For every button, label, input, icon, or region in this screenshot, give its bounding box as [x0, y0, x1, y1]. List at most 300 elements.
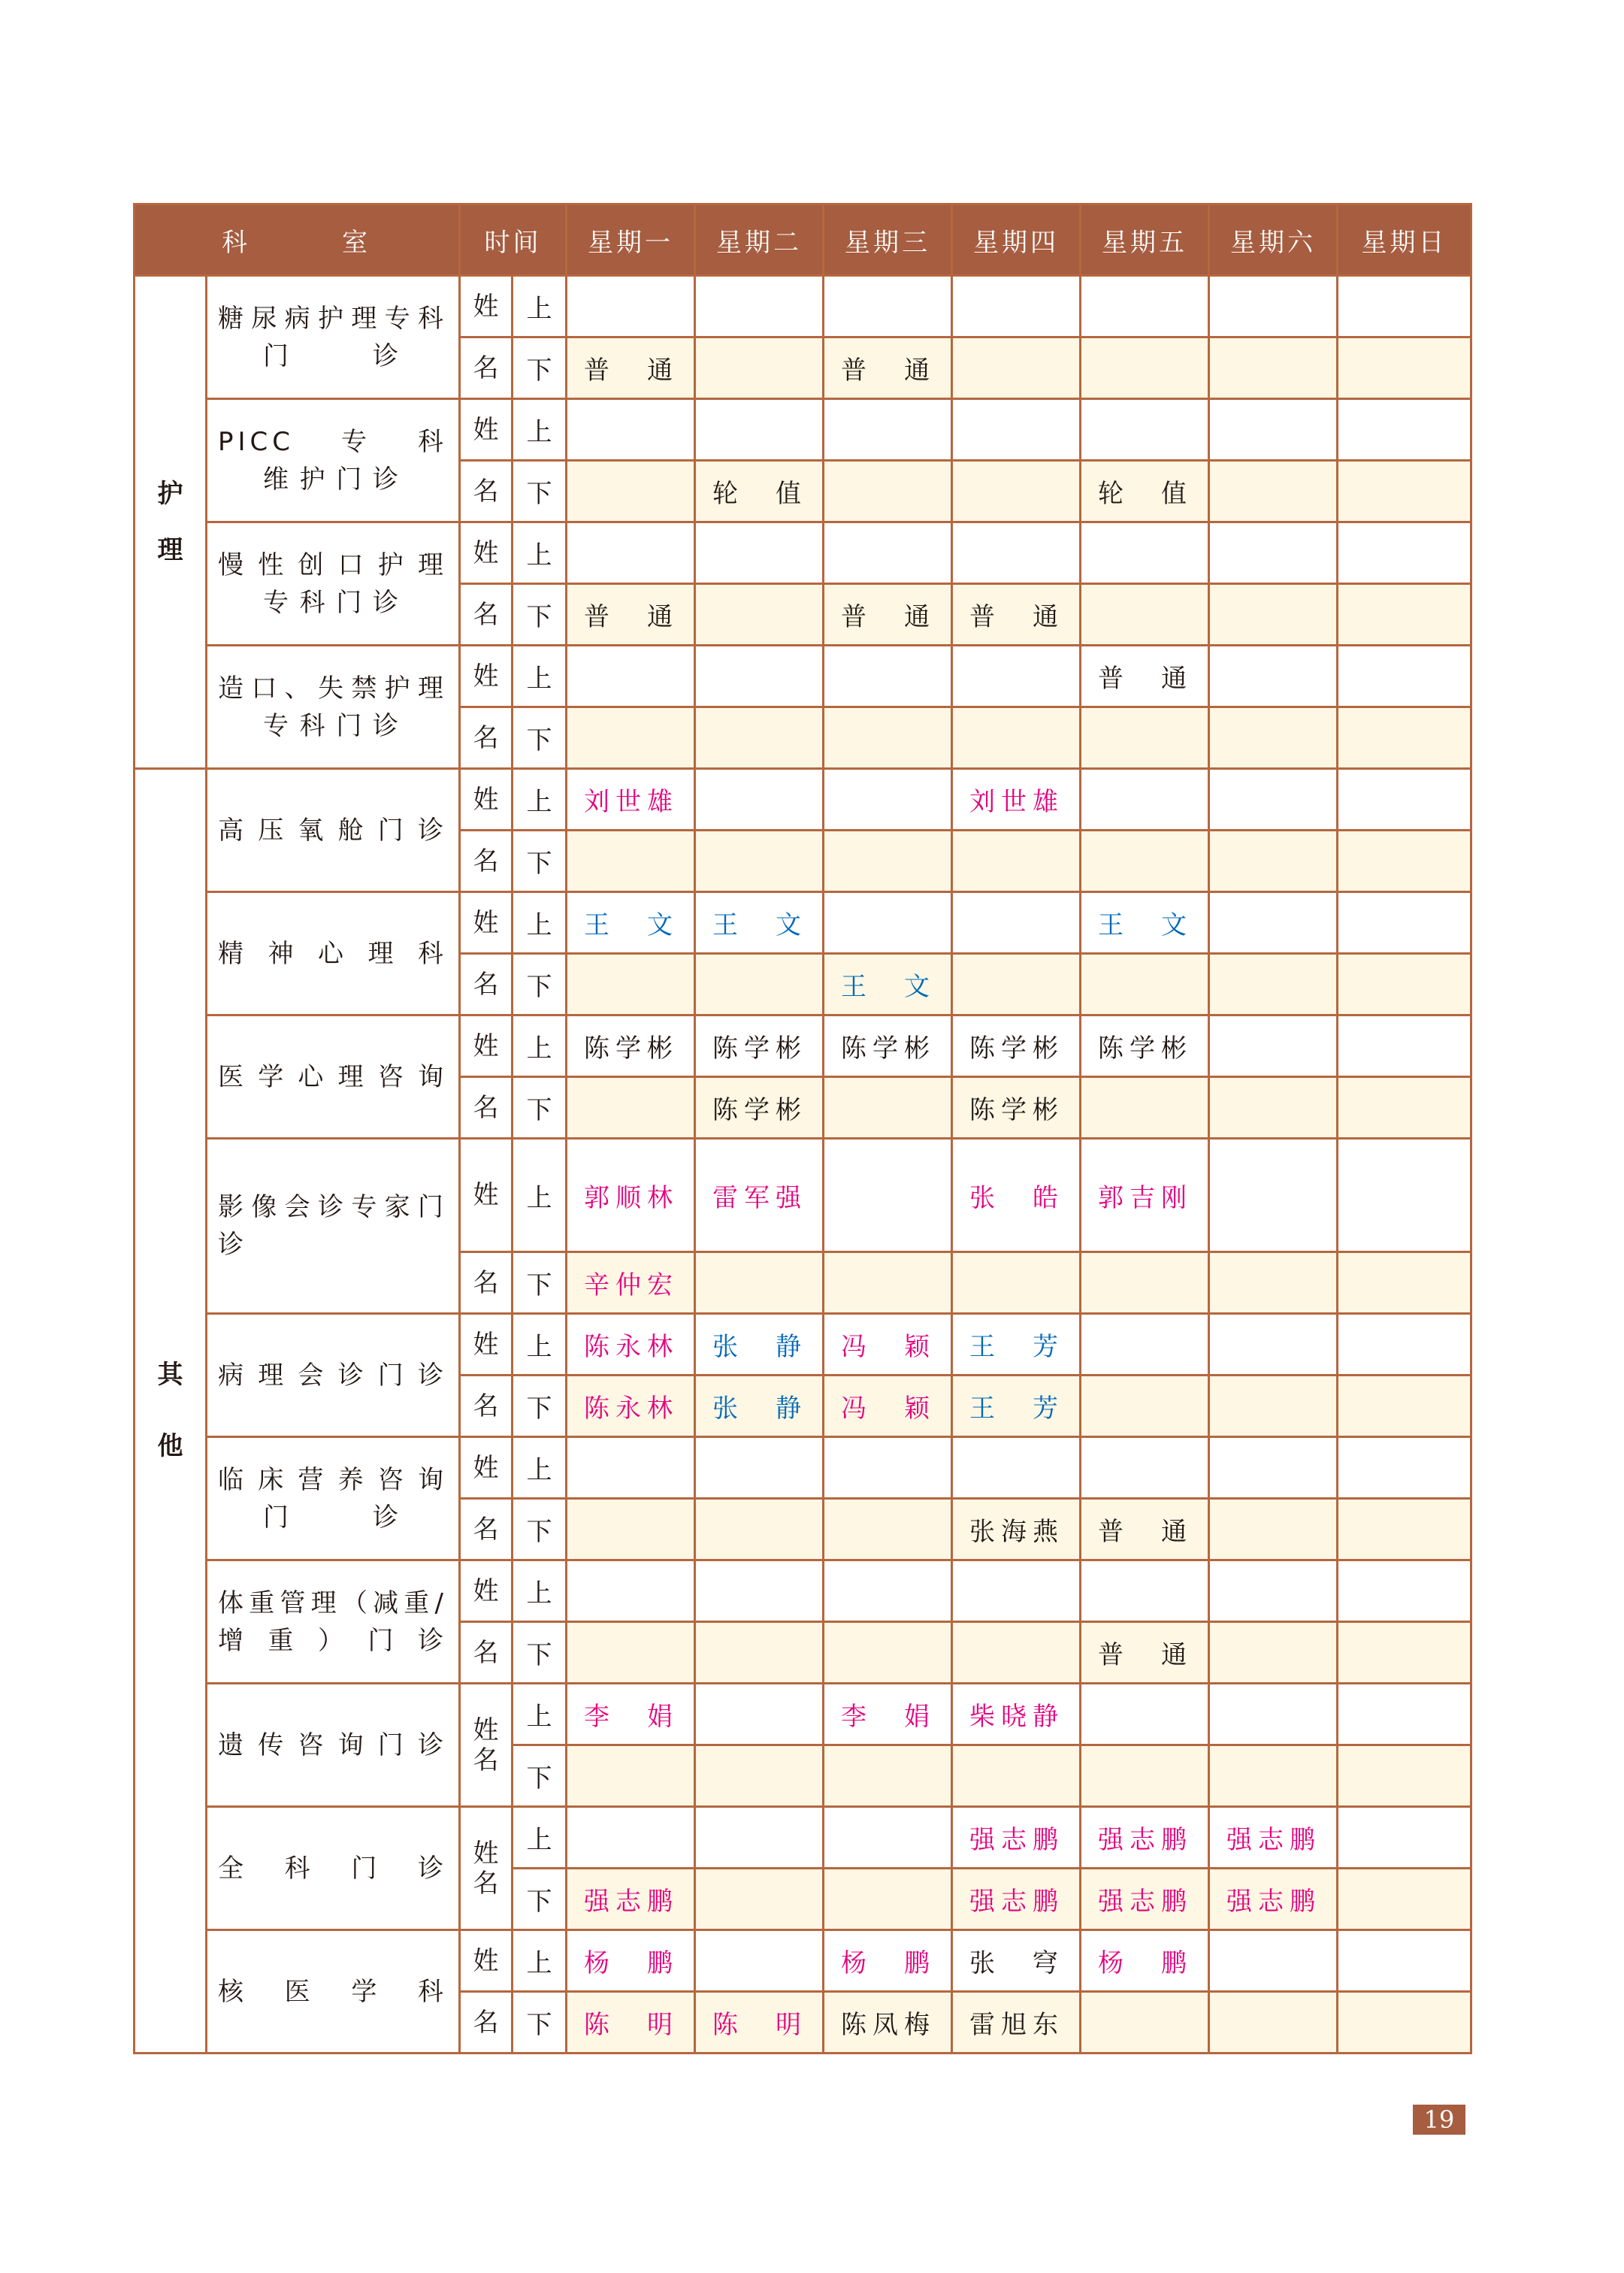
- am-slot: [1338, 1684, 1471, 1745]
- pm-label: 下: [513, 1499, 567, 1560]
- doctor-name: 普通: [1098, 1517, 1191, 1547]
- am-slot: [824, 892, 952, 954]
- am-slot: [695, 646, 824, 707]
- name-label-top: 姓: [460, 1139, 513, 1252]
- pm-slot: [824, 831, 952, 892]
- am-slot: [695, 1314, 824, 1376]
- pm-slot: [1209, 1499, 1338, 1560]
- pm-slot: [1081, 1252, 1209, 1314]
- header-day-sat: 星期六: [1209, 204, 1338, 276]
- doctor-name: 强志鹏: [1226, 1825, 1320, 1855]
- name-label-bottom: 名: [460, 461, 513, 522]
- name-label-top: 姓: [460, 1560, 513, 1622]
- am-slot: [1081, 1560, 1209, 1622]
- doctor-name: 陈凤梅: [841, 2010, 934, 2040]
- am-row: [135, 1930, 1471, 1992]
- am-slot: [952, 1560, 1081, 1622]
- department-name-line: 维护门诊: [263, 464, 403, 495]
- pm-slot: [1081, 461, 1209, 522]
- am-slot: [1081, 769, 1209, 831]
- doctor-name: 强志鹏: [584, 1887, 677, 1917]
- name-label: [460, 1807, 513, 1930]
- doctor-name: 普通: [841, 602, 934, 632]
- pm-slot: [1081, 337, 1209, 399]
- doctor-name: 普通: [584, 602, 677, 632]
- am-slot: [1338, 769, 1471, 831]
- am-slot: [952, 522, 1081, 584]
- clinic-schedule-table: [133, 203, 1472, 2054]
- am-slot: [952, 399, 1081, 461]
- am-slot: [1209, 276, 1338, 337]
- am-slot: [1338, 1807, 1471, 1869]
- doctor-name: 杨鹏: [1098, 1948, 1191, 1978]
- pm-slot: [1338, 1745, 1471, 1807]
- am-slot: [952, 276, 1081, 337]
- doctor-name: 李娟: [584, 1702, 677, 1732]
- group-label: [135, 276, 207, 769]
- department-name-line: 慢性创口护理: [218, 549, 448, 580]
- name-label-bottom: 名: [460, 1252, 513, 1314]
- doctor-name: 普通: [1098, 664, 1191, 694]
- am-label: 上: [513, 1560, 567, 1622]
- doctor-name: 刘世雄: [584, 787, 677, 817]
- pm-slot: [1209, 1077, 1338, 1139]
- am-slot: [567, 892, 695, 954]
- pm-slot: [695, 1992, 824, 2054]
- doctor-name: 郭吉刚: [1098, 1182, 1191, 1213]
- pm-slot: [952, 1376, 1081, 1437]
- doctor-name: 柴晓静: [969, 1702, 1063, 1732]
- name-label-top: 姓: [460, 1930, 513, 1992]
- header-day-wed: 星期三: [824, 204, 952, 276]
- header-time: 时间: [460, 204, 567, 276]
- department-name: [207, 769, 460, 892]
- department-name: [207, 1314, 460, 1437]
- am-slot: [1081, 1314, 1209, 1376]
- am-row: [135, 1437, 1471, 1499]
- department-name-line: 门 诊: [263, 340, 403, 371]
- department-name: [207, 1807, 460, 1930]
- pm-slot: [567, 1499, 695, 1560]
- doctor-name: 陈学彬: [969, 1095, 1063, 1125]
- pm-slot: [1338, 1499, 1471, 1560]
- pm-label: 下: [513, 1622, 567, 1684]
- am-label: 上: [513, 1807, 567, 1869]
- department-name-line: 造口、失禁护理: [218, 673, 448, 704]
- pm-slot: [567, 1077, 695, 1139]
- am-slot: [567, 1015, 695, 1077]
- pm-label: 下: [513, 831, 567, 892]
- header-day-mon: 星期一: [567, 204, 695, 276]
- am-slot: [1081, 399, 1209, 461]
- pm-slot: [952, 707, 1081, 769]
- pm-slot: [1209, 337, 1338, 399]
- pm-slot: [824, 584, 952, 646]
- am-slot: [695, 769, 824, 831]
- pm-label: 下: [513, 1252, 567, 1314]
- name-label-top: 姓: [460, 1437, 513, 1499]
- doctor-name: 王文: [1098, 910, 1191, 940]
- department-name: [207, 1015, 460, 1139]
- pm-slot: [567, 1376, 695, 1437]
- am-slot: [695, 522, 824, 584]
- schedule-body: [135, 276, 1471, 2054]
- department-name: [207, 399, 460, 522]
- name-label-top: 姓: [460, 399, 513, 461]
- am-slot: [824, 522, 952, 584]
- am-slot: [952, 1684, 1081, 1745]
- pm-label: 下: [513, 954, 567, 1015]
- department-name: [207, 1684, 460, 1807]
- am-slot: [1338, 892, 1471, 954]
- am-slot: [1209, 1807, 1338, 1869]
- doctor-name: 张海燕: [969, 1517, 1063, 1547]
- pm-slot: [1209, 1745, 1338, 1807]
- am-slot: [1081, 1807, 1209, 1869]
- am-label: 上: [513, 399, 567, 461]
- pm-slot: [952, 831, 1081, 892]
- am-slot: [1338, 522, 1471, 584]
- pm-label: 下: [513, 1745, 567, 1807]
- pm-label: 下: [513, 461, 567, 522]
- doctor-name: 普通: [584, 356, 677, 386]
- doctor-name: 强志鹏: [969, 1887, 1063, 1917]
- pm-slot: [1081, 1376, 1209, 1437]
- am-slot: [1338, 1015, 1471, 1077]
- pm-slot: [1209, 584, 1338, 646]
- pm-slot: [1209, 1622, 1338, 1684]
- am-slot: [567, 276, 695, 337]
- doctor-name: 轮值: [1098, 479, 1191, 509]
- pm-slot: [1338, 1376, 1471, 1437]
- doctor-name: 王芳: [969, 1394, 1063, 1424]
- name-label-top: 姓: [460, 1015, 513, 1077]
- am-slot: [824, 1807, 952, 1869]
- pm-slot: [695, 1622, 824, 1684]
- am-row: [135, 1807, 1471, 1869]
- name-label-bottom: 名: [460, 1622, 513, 1684]
- am-label: 上: [513, 892, 567, 954]
- pm-slot: [1338, 584, 1471, 646]
- doctor-name: 陈明: [584, 2010, 677, 2040]
- pm-slot: [567, 1869, 695, 1930]
- am-slot: [695, 1139, 824, 1252]
- page-number: 19: [1413, 2105, 1465, 2135]
- pm-slot: [695, 707, 824, 769]
- am-slot: [1338, 276, 1471, 337]
- am-slot: [1209, 1139, 1338, 1252]
- doctor-name: 轮值: [712, 479, 806, 509]
- pm-slot: [1081, 1869, 1209, 1930]
- am-label: 上: [513, 522, 567, 584]
- pm-label: 下: [513, 707, 567, 769]
- doctor-name: 冯颖: [841, 1332, 934, 1362]
- department-name-line: 专科门诊: [263, 587, 403, 618]
- am-slot: [1081, 1930, 1209, 1992]
- doctor-name: 李娟: [841, 1702, 934, 1732]
- doctor-name: 强志鹏: [1226, 1887, 1320, 1917]
- doctor-name: 刘世雄: [969, 787, 1063, 817]
- department-name: [207, 1930, 460, 2054]
- doctor-name: 冯颖: [841, 1394, 934, 1424]
- am-slot: [952, 1807, 1081, 1869]
- department-name-line: 核医学科: [218, 1976, 448, 2007]
- name-label-bottom: 名: [460, 1376, 513, 1437]
- group-label-char: 其: [157, 1359, 183, 1390]
- am-row: [135, 399, 1471, 461]
- name-label-bottom: 名: [460, 1992, 513, 2054]
- doctor-name: 王文: [841, 972, 934, 1002]
- pm-slot: [824, 1499, 952, 1560]
- doctor-name: 强志鹏: [969, 1825, 1063, 1855]
- am-slot: [567, 1684, 695, 1745]
- pm-slot: [567, 1992, 695, 2054]
- pm-slot: [1081, 584, 1209, 646]
- am-slot: [1338, 1437, 1471, 1499]
- pm-label: 下: [513, 1992, 567, 2054]
- pm-slot: [1209, 707, 1338, 769]
- am-slot: [1338, 399, 1471, 461]
- department-name: [207, 1139, 460, 1314]
- pm-slot: [1338, 1077, 1471, 1139]
- pm-slot: [567, 954, 695, 1015]
- doctor-name: 王芳: [969, 1332, 1063, 1362]
- am-slot: [567, 522, 695, 584]
- department-name-line: 精神心理科: [218, 938, 448, 969]
- department-name-line: 高压氧舱门诊: [218, 815, 448, 846]
- pm-slot: [952, 954, 1081, 1015]
- doctor-name: 张皓: [969, 1182, 1063, 1213]
- pm-slot: [1338, 461, 1471, 522]
- am-slot: [567, 1807, 695, 1869]
- am-row: [135, 769, 1471, 831]
- doctor-name: 普通: [969, 602, 1063, 632]
- am-label: 上: [513, 769, 567, 831]
- am-label: 上: [513, 1684, 567, 1745]
- pm-slot: [952, 584, 1081, 646]
- am-slot: [824, 769, 952, 831]
- pm-slot: [695, 461, 824, 522]
- name-label-top: 姓: [460, 646, 513, 707]
- name-label-bottom: 名: [473, 1745, 499, 1775]
- doctor-name: 强志鹏: [1098, 1825, 1191, 1855]
- pm-slot: [1338, 1622, 1471, 1684]
- pm-slot: [567, 584, 695, 646]
- doctor-name: 辛仲宏: [584, 1270, 677, 1300]
- name-label-bottom: 名: [473, 1868, 499, 1899]
- pm-slot: [952, 1622, 1081, 1684]
- doctor-name: 雷旭东: [969, 2010, 1063, 2040]
- pm-slot: [695, 337, 824, 399]
- pm-slot: [567, 1622, 695, 1684]
- name-label-top: 姓: [460, 892, 513, 954]
- pm-slot: [695, 1869, 824, 1930]
- am-slot: [695, 1560, 824, 1622]
- header-row: [135, 204, 1471, 276]
- pm-slot: [1081, 831, 1209, 892]
- department-name-line: 糖尿病护理专科: [218, 303, 448, 334]
- name-label-bottom: 名: [460, 707, 513, 769]
- am-row: [135, 646, 1471, 707]
- doctor-name: 陈学彬: [584, 1034, 677, 1064]
- pm-slot: [1081, 1992, 1209, 2054]
- am-slot: [567, 1560, 695, 1622]
- pm-slot: [824, 461, 952, 522]
- doctor-name: 陈学彬: [969, 1034, 1063, 1064]
- am-slot: [1081, 1139, 1209, 1252]
- am-slot: [1081, 276, 1209, 337]
- am-slot: [1209, 1015, 1338, 1077]
- pm-slot: [824, 1745, 952, 1807]
- am-slot: [567, 1930, 695, 1992]
- pm-slot: [1338, 831, 1471, 892]
- department-name-line: 增重）门诊: [218, 1625, 448, 1656]
- pm-slot: [1081, 1077, 1209, 1139]
- am-slot: [1209, 1930, 1338, 1992]
- am-slot: [1081, 892, 1209, 954]
- pm-slot: [567, 1252, 695, 1314]
- am-slot: [824, 646, 952, 707]
- header-day-fri: 星期五: [1081, 204, 1209, 276]
- name-label-bottom: 名: [460, 1499, 513, 1560]
- am-slot: [1338, 1930, 1471, 1992]
- am-slot: [1081, 522, 1209, 584]
- doctor-name: 张穹: [969, 1948, 1063, 1978]
- am-slot: [1338, 646, 1471, 707]
- am-slot: [824, 1015, 952, 1077]
- doctor-name: 陈学彬: [1098, 1034, 1191, 1064]
- am-slot: [695, 1437, 824, 1499]
- am-label: 上: [513, 1015, 567, 1077]
- group-label-char: 理: [157, 534, 183, 565]
- department-name-line: 全科门诊: [218, 1853, 448, 1884]
- pm-label: 下: [513, 1376, 567, 1437]
- am-slot: [1081, 1684, 1209, 1745]
- pm-slot: [952, 1077, 1081, 1139]
- name-label-top: 姓: [473, 1715, 499, 1745]
- pm-slot: [695, 1077, 824, 1139]
- am-slot: [952, 1015, 1081, 1077]
- pm-slot: [695, 1499, 824, 1560]
- department-name-line: 遗传咨询门诊: [218, 1730, 448, 1760]
- am-slot: [1209, 1684, 1338, 1745]
- am-slot: [952, 1437, 1081, 1499]
- doctor-name: 陈学彬: [841, 1034, 934, 1064]
- pm-slot: [1081, 707, 1209, 769]
- pm-slot: [1209, 1376, 1338, 1437]
- am-slot: [952, 1930, 1081, 1992]
- pm-slot: [952, 461, 1081, 522]
- pm-slot: [1081, 954, 1209, 1015]
- doctor-name: 陈学彬: [712, 1095, 806, 1125]
- department-name: [207, 1437, 460, 1560]
- department-name-line: 医学心理咨询: [218, 1061, 448, 1092]
- am-slot: [1209, 646, 1338, 707]
- pm-slot: [1338, 707, 1471, 769]
- am-slot: [1081, 646, 1209, 707]
- am-slot: [1338, 1139, 1471, 1252]
- pm-slot: [695, 1745, 824, 1807]
- doctor-name: 王文: [712, 910, 806, 940]
- header-day-sun: 星期日: [1338, 204, 1471, 276]
- am-slot: [1209, 399, 1338, 461]
- am-slot: [567, 1139, 695, 1252]
- am-slot: [824, 1684, 952, 1745]
- doctor-name: 陈明: [712, 2010, 806, 2040]
- doctor-name: 雷军强: [712, 1182, 806, 1213]
- pm-slot: [824, 1622, 952, 1684]
- group-label-char: 护: [157, 478, 183, 509]
- doctor-name: 杨鹏: [841, 1948, 934, 1978]
- am-slot: [695, 276, 824, 337]
- am-slot: [824, 276, 952, 337]
- am-slot: [567, 769, 695, 831]
- pm-slot: [695, 1252, 824, 1314]
- pm-slot: [1209, 954, 1338, 1015]
- name-label-bottom: 名: [460, 584, 513, 646]
- department-name-line: 临床营养咨询: [218, 1464, 448, 1495]
- name-label-top: 姓: [460, 276, 513, 337]
- pm-slot: [1081, 1499, 1209, 1560]
- department-name: [207, 276, 460, 399]
- pm-slot: [567, 707, 695, 769]
- am-row: [135, 892, 1471, 954]
- pm-label: 下: [513, 1077, 567, 1139]
- pm-slot: [952, 1992, 1081, 2054]
- department-name: [207, 1560, 460, 1684]
- am-slot: [567, 399, 695, 461]
- am-slot: [824, 1437, 952, 1499]
- department-name: [207, 522, 460, 646]
- am-slot: [952, 892, 1081, 954]
- pm-slot: [824, 954, 952, 1015]
- department-name-line: 病理会诊门诊: [218, 1360, 448, 1391]
- am-slot: [824, 1560, 952, 1622]
- pm-slot: [1081, 1622, 1209, 1684]
- department-name-line: 体重管理（减重/: [218, 1587, 448, 1618]
- pm-label: 下: [513, 584, 567, 646]
- am-row: [135, 1139, 1471, 1252]
- doctor-name: 普通: [841, 356, 934, 386]
- pm-slot: [567, 461, 695, 522]
- name-label-top: 姓: [460, 522, 513, 584]
- header-day-tue: 星期二: [695, 204, 824, 276]
- am-slot: [824, 1139, 952, 1252]
- pm-slot: [1209, 1992, 1338, 2054]
- pm-slot: [1338, 1252, 1471, 1314]
- doctor-name: 张静: [712, 1332, 806, 1362]
- pm-slot: [1338, 1869, 1471, 1930]
- am-label: 上: [513, 646, 567, 707]
- name-label-bottom: 名: [460, 954, 513, 1015]
- am-slot: [824, 1930, 952, 1992]
- pm-slot: [695, 1376, 824, 1437]
- doctor-name: 陈学彬: [712, 1034, 806, 1064]
- name-label-bottom: 名: [460, 337, 513, 399]
- pm-slot: [824, 1376, 952, 1437]
- name-label-top: 姓: [460, 1314, 513, 1376]
- pm-label: 下: [513, 1869, 567, 1930]
- am-row: [135, 276, 1471, 337]
- doctor-name: 强志鹏: [1098, 1887, 1191, 1917]
- doctor-name: 陈永林: [584, 1332, 677, 1362]
- pm-slot: [1209, 831, 1338, 892]
- department-name-line: 专科门诊: [263, 710, 403, 741]
- doctor-name: 杨鹏: [584, 1948, 677, 1978]
- pm-slot: [695, 584, 824, 646]
- am-slot: [1338, 1314, 1471, 1376]
- name-label-bottom: 名: [460, 831, 513, 892]
